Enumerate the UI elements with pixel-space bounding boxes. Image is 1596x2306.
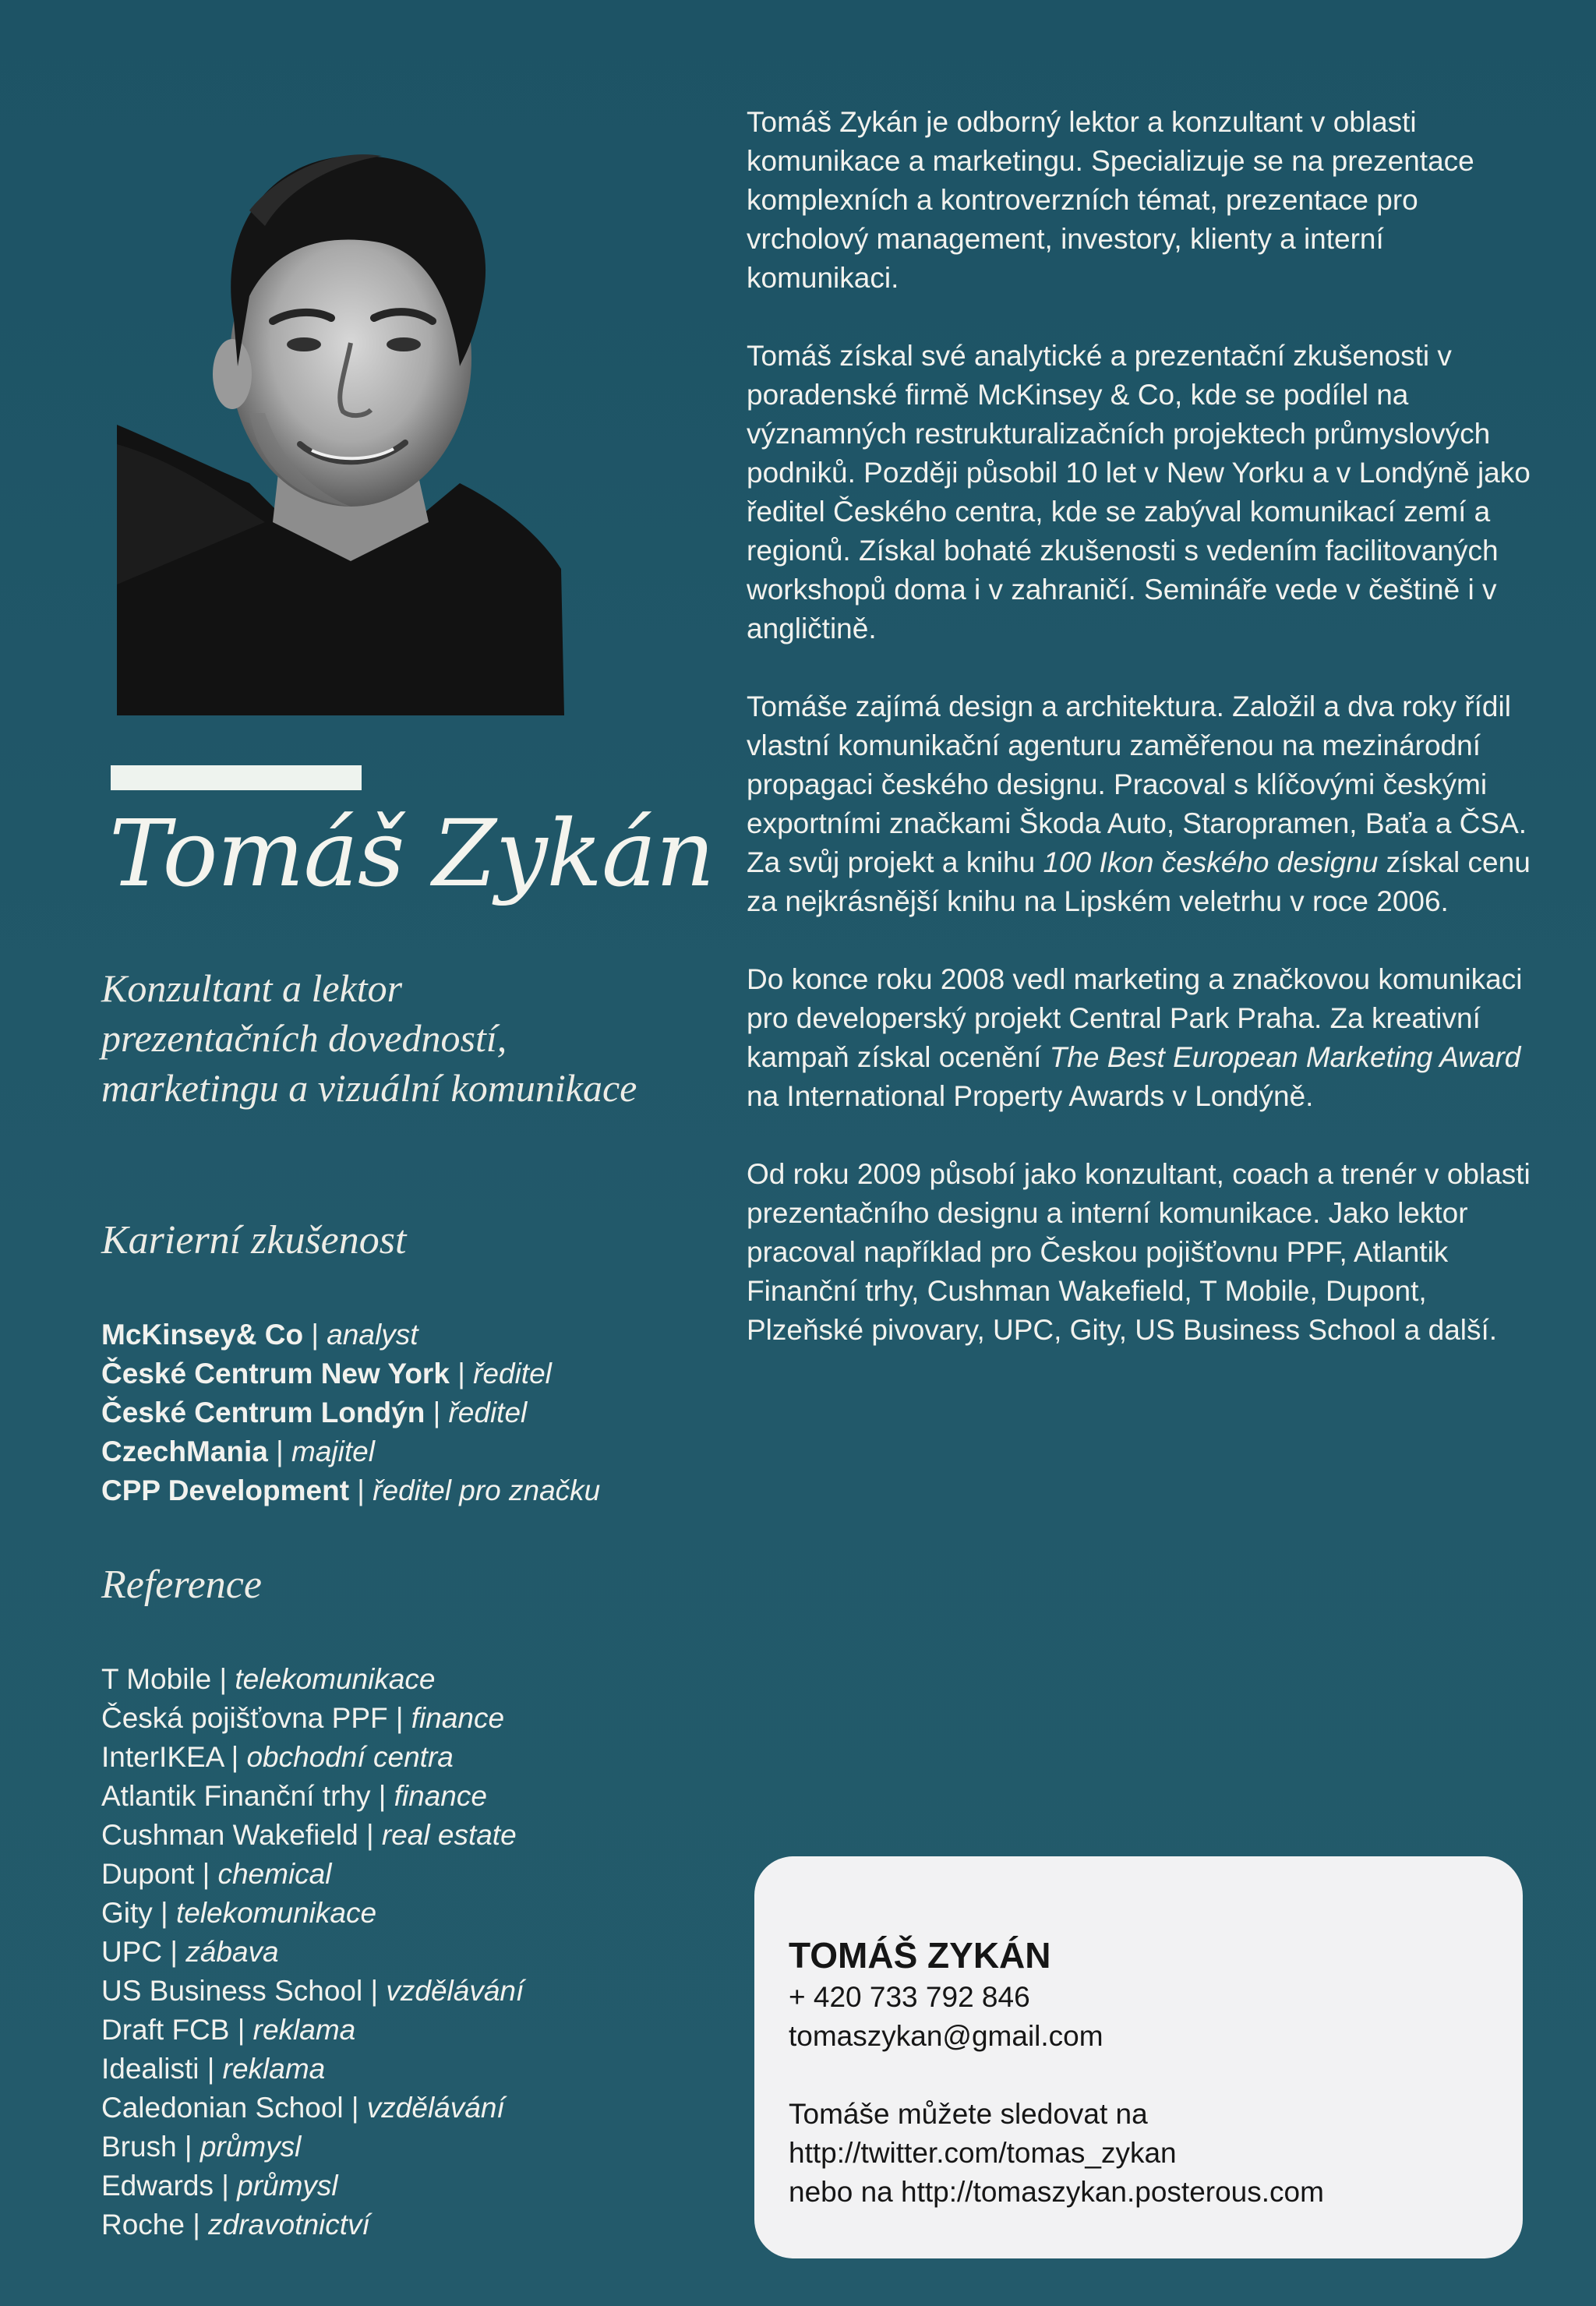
bio-text-segment: Tomáše zajímá design a architektura. Založil a dva roky řídil vlastní komunikační agenturu zaměřenou na mezinárodní propagaci českého designu. Pracoval s klíčovými českými exportními značkami Škoda Auto, Staropramen, Baťa a ČSA. Za svůj projekt a knihu	[747, 690, 1527, 878]
separator: |	[194, 1858, 218, 1890]
follow-text: Tomáše můžete sledovat na	[789, 2098, 1148, 2130]
profile-name: Tomáš Zykán	[109, 800, 715, 907]
career-role: majitel	[291, 1436, 375, 1467]
reference-item	[101, 2011, 740, 2050]
reference-item	[101, 1855, 740, 1894]
separator: |	[199, 2053, 223, 2085]
reference-client: Brush	[101, 2131, 177, 2163]
bio-text	[747, 103, 1534, 1389]
reference-sector: průmysl	[200, 2131, 302, 2163]
contact-details	[789, 1933, 1506, 2212]
reference-sector: finance	[394, 1780, 487, 1812]
reference-sector: chemical	[217, 1858, 332, 1890]
contact-email[interactable]: tomaszykan@gmail.com	[789, 2020, 1103, 2052]
reference-client: InterIKEA	[101, 1741, 224, 1773]
reference-item	[101, 2205, 740, 2244]
career-org: České Centrum Londýn	[101, 1397, 425, 1428]
reference-item	[101, 2128, 740, 2167]
separator: |	[425, 1397, 449, 1428]
reference-client: Caledonian School	[101, 2092, 344, 2124]
reference-item	[101, 1699, 740, 1738]
career-role: ředitel	[448, 1397, 528, 1428]
separator: |	[176, 2131, 200, 2163]
bio-paragraph: Tomáš Zykán je odborný lektor a konzultant v oblasti komunikace a marketingu. Specializuje se na prezentace komplexních a kontroverzních témat, prezentace pro vrcholový management, investory, klienty a interní komunikaci.	[747, 106, 1474, 294]
bio-paragraph	[747, 960, 1534, 1116]
twitter-link[interactable]: http://twitter.com/tomas_zykan	[789, 2137, 1177, 2169]
contact-name: TOMÁŠ ZYKÁN	[789, 1935, 1051, 1976]
separator: |	[362, 1975, 387, 2007]
reference-sector: vzdělávání	[366, 2092, 505, 2124]
career-list	[101, 1315, 740, 1510]
career-item	[101, 1354, 740, 1393]
reference-sector: zábava	[185, 1936, 279, 1968]
bio-paragraph: Tomáš získal své analytické a prezentační zkušenosti v poradenské firmě McKinsey & Co, kde se podílel na významných restrukturalizačních projektech průmyslových podniků. Později působil 10 let v New Yorku a v Londýně jako ředitel Českého centra, kde se zabýval komunikací zemí a regionů. Získal bohaté zkušenosti s vedením facilitovaných workshopů doma i v zahraničí. Semináře vede v češtině i v angličtině.	[747, 340, 1531, 644]
separator: |	[387, 1702, 411, 1734]
tagline-line: marketingu a vizuální komunikace	[101, 1066, 637, 1110]
career-role: ředitel	[473, 1358, 552, 1390]
bio-paragraph: Od roku 2009 působí jako konzultant, coach a trenér v oblasti prezentačního designu a interní komunikace. Jako lektor pracoval například pro Českou pojišťovnu PPF, Atlantik Finanční trhy, Cushman Wakefield, T Mobile, Dupont, Plzeňské pivovary, UPC, Gity, US Business School a další.	[747, 1158, 1531, 1346]
career-item	[101, 1393, 740, 1432]
reference-client: UPC	[101, 1936, 163, 1968]
posterous-link[interactable]: nebo na http://tomaszykan.posterous.com	[789, 2176, 1324, 2208]
spacer	[789, 2056, 1506, 2095]
reference-sector: reklama	[222, 2053, 326, 2085]
reference-client: Edwards	[101, 2170, 214, 2202]
separator: |	[343, 2092, 367, 2124]
career-org: České Centrum New York	[101, 1358, 450, 1390]
reference-item	[101, 2167, 740, 2205]
career-item	[101, 1471, 740, 1510]
name-accent-bar	[111, 765, 362, 790]
separator: |	[211, 1663, 235, 1695]
separator: |	[229, 2014, 253, 2046]
reference-item	[101, 1660, 740, 1699]
award-title: The Best European Marketing Award	[1049, 1041, 1521, 1073]
separator: |	[184, 2209, 209, 2241]
reference-item	[101, 1738, 740, 1777]
career-role: analyst	[327, 1319, 418, 1351]
reference-client: US Business School	[101, 1975, 363, 2007]
portrait-photo	[117, 117, 564, 715]
separator: |	[213, 2170, 238, 2202]
career-org: CPP Development	[101, 1474, 350, 1506]
reference-client: Česká pojišťovna PPF	[101, 1702, 388, 1734]
reference-item	[101, 1972, 740, 2011]
references-heading: Reference	[101, 1563, 262, 1607]
reference-sector: telekomunikace	[175, 1897, 377, 1929]
reference-sector: telekomunikace	[235, 1663, 436, 1695]
reference-sector: finance	[411, 1702, 505, 1734]
separator: |	[152, 1897, 176, 1929]
reference-item	[101, 2089, 740, 2128]
reference-item	[101, 1894, 740, 1933]
reference-client: Dupont	[101, 1858, 195, 1890]
bio-paragraph	[747, 687, 1534, 921]
separator: |	[449, 1358, 474, 1390]
reference-sector: zdravotnictví	[208, 2209, 370, 2241]
reference-client: T Mobile	[101, 1663, 212, 1695]
reference-item	[101, 1816, 740, 1855]
contact-phone[interactable]: + 420 733 792 846	[789, 1981, 1030, 2013]
separator: |	[358, 1819, 382, 1851]
career-org: McKinsey& Co	[101, 1319, 304, 1351]
reference-client: Gity	[101, 1897, 153, 1929]
reference-client: Idealisti	[101, 2053, 200, 2085]
reference-client: Cushman Wakefield	[101, 1819, 358, 1851]
reference-client: Draft FCB	[101, 2014, 230, 2046]
profile-tagline	[101, 963, 725, 1113]
contact-card	[754, 1856, 1523, 2258]
tagline-line: Konzultant a lektor	[101, 966, 403, 1010]
reference-item	[101, 1933, 740, 1972]
separator: |	[162, 1936, 186, 1968]
reference-item	[101, 1777, 740, 1816]
reference-sector: vzdělávání	[386, 1975, 524, 2007]
reference-sector: průmysl	[237, 2170, 338, 2202]
references-list	[101, 1660, 740, 2244]
separator: |	[267, 1436, 292, 1467]
reference-sector: obchodní centra	[246, 1741, 454, 1773]
career-role: ředitel pro značku	[373, 1474, 601, 1506]
reference-client: Roche	[101, 2209, 185, 2241]
career-org: CzechMania	[101, 1436, 268, 1467]
tagline-line: prezentačních dovedností,	[101, 1016, 507, 1060]
career-item	[101, 1315, 740, 1354]
separator: |	[223, 1741, 247, 1773]
bio-text-segment: Do konce roku 2008 vedl marketing a značkovou komunikaci pro developerský projekt Central Park Praha. Za kreativní kampaň získal ocenění	[747, 963, 1523, 1073]
separator: |	[303, 1319, 327, 1351]
bio-text-segment: na International Property Awards v Londýně.	[747, 1080, 1314, 1112]
reference-sector: real estate	[381, 1819, 517, 1851]
reference-client: Atlantik Finanční trhy	[101, 1780, 371, 1812]
reference-sector: reklama	[252, 2014, 356, 2046]
separator: |	[349, 1474, 373, 1506]
separator: |	[370, 1780, 394, 1812]
career-heading: Karierní zkušenost	[101, 1218, 407, 1262]
career-item	[101, 1432, 740, 1471]
bio-text-segment: získal cenu za nejkrásnější knihu na Lipském veletrhu v roce 2006.	[747, 846, 1531, 917]
reference-item	[101, 2050, 740, 2089]
book-title: 100 Ikon českého designu	[1043, 846, 1379, 878]
